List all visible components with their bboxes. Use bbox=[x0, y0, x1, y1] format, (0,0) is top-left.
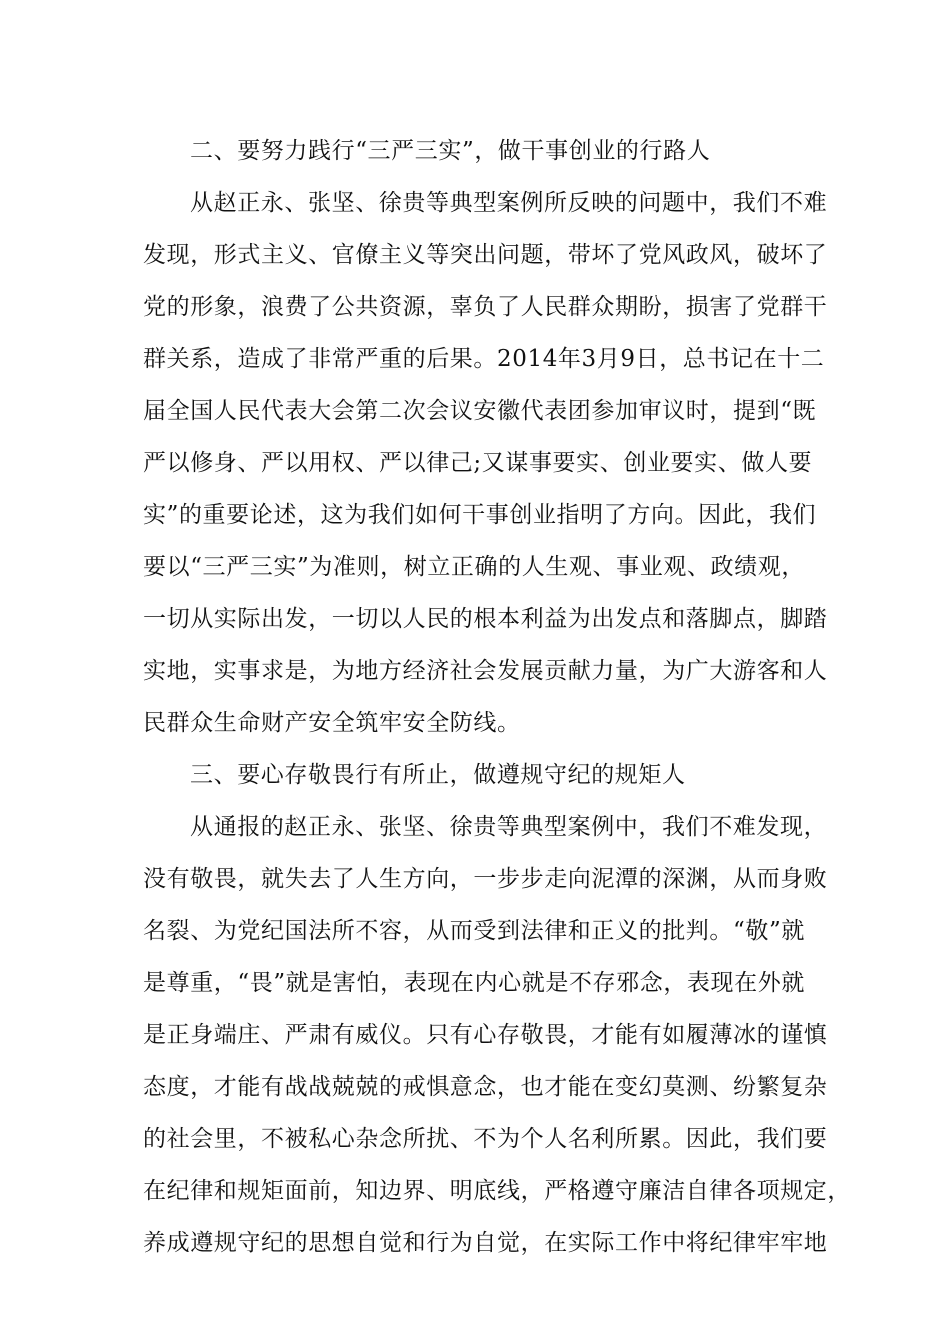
text-line: 态度，才能有战战兢兢的戒惧意念，也才能在变幻莫测、纷繁复杂 bbox=[143, 1074, 828, 1100]
text-line: 民群众生命财产安全筑牢安全防线。 bbox=[143, 710, 521, 736]
text-line: 届全国人民代表大会第二次会议安徽代表团参加审议时，提到“既 bbox=[143, 398, 817, 424]
text-line: 群关系，造成了非常严重的后果。2014年3月9日，总书记在十二 bbox=[143, 346, 825, 372]
text-line: 实地，实事求是，为地方经济社会发展贡献力量，为广大游客和人 bbox=[143, 658, 828, 684]
text-line: 在纪律和规矩面前，知边界、明底线，严格遵守廉洁自律各项规定， bbox=[143, 1178, 851, 1204]
text-line: 实”的重要论述，这为我们如何干事创业指明了方向。因此，我们 bbox=[143, 502, 817, 528]
text-line: 发现，形式主义、官僚主义等突出问题，带坏了党风政风，破坏了 bbox=[143, 242, 828, 268]
text-line: 从通报的赵正永、张坚、徐贵等典型案例中，我们不难发现， bbox=[190, 814, 828, 840]
text-line: 是尊重，“畏”就是害怕，表现在内心就是不存邪念，表现在外就 bbox=[143, 970, 805, 996]
text-line: 从赵正永、张坚、徐贵等典型案例所反映的问题中，我们不难 bbox=[190, 190, 828, 216]
text-line: 的社会里，不被私心杂念所扰、不为个人名利所累。因此，我们要 bbox=[143, 1126, 828, 1152]
text-line: 是正身端庄、严肃有威仪。只有心存敬畏，才能有如履薄冰的谨慎 bbox=[143, 1022, 828, 1048]
section-heading-3: 三、要心存敬畏行有所止，做遵规守纪的规矩人 bbox=[190, 762, 686, 788]
section-heading-2: 二、要努力践行“三严三实”，做干事创业的行路人 bbox=[190, 138, 711, 164]
text-line: 严以修身、严以用权、严以律己;又谋事要实、创业要实、做人要 bbox=[143, 450, 813, 476]
text-line: 要以“三严三实”为准则，树立正确的人生观、事业观、政绩观， bbox=[143, 554, 805, 580]
text-line: 一切从实际出发，一切以人民的根本利益为出发点和落脚点，脚踏 bbox=[143, 606, 828, 632]
text-line: 没有敬畏，就失去了人生方向，一步步走向泥潭的深渊，从而身败 bbox=[143, 866, 828, 892]
text-line: 名裂、为党纪国法所不容，从而受到法律和正义的批判。“敬”就 bbox=[143, 918, 805, 944]
text-line: 养成遵规守纪的思想自觉和行为自觉，在实际工作中将纪律牢牢地 bbox=[143, 1230, 828, 1256]
text-line: 党的形象，浪费了公共资源，辜负了人民群众期盼，损害了党群干 bbox=[143, 294, 828, 320]
